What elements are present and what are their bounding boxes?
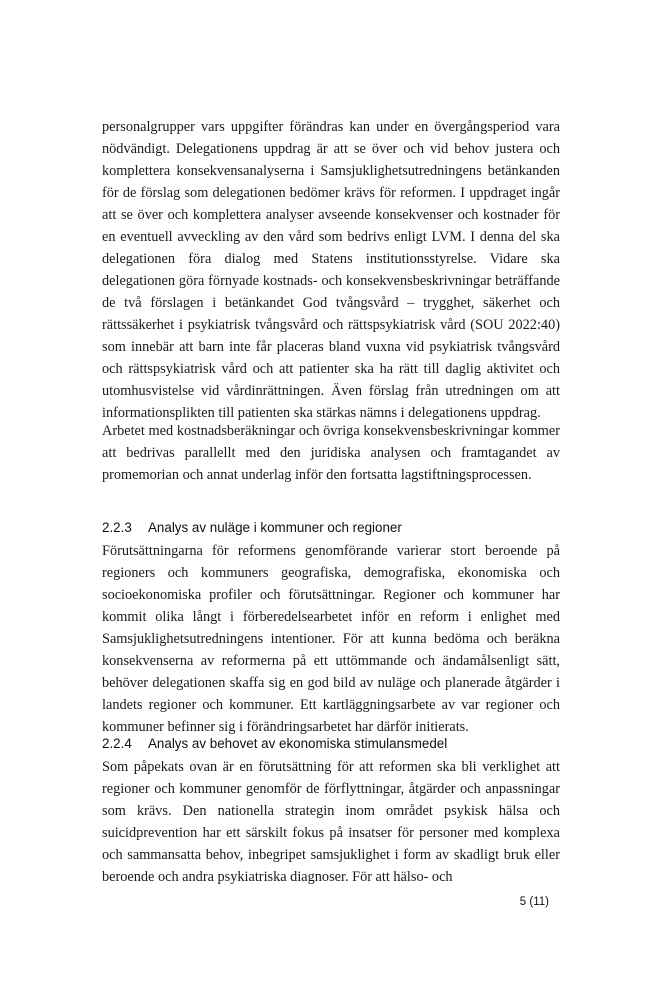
body-paragraph: personalgrupper vars uppgifter förändras kan under en övergångsperiod vara nödvändigt. Delegationens uppdrag är att se över och vid behov justera och komplettera konsekvensanalyserna i Samsjuklighetsutredningens betänkanden för de förslag som delegationen bedömer krävs för reformen. I uppdraget ingår att se över och komplettera analyser avseende konsekvenser och kostnader för en eventuell avveckling av den vård som bedrivs enligt LVM. I denna del ska delegationen föra dialog med Statens institutionsstyrelse. Vidare ska delegationen göra förnyade kostnads- och konsekvensbeskrivningar beträffande de två förslagen i betänkandet God tvångsvård – trygghet, säkerhet och rättssäkerhet i psykiatrisk tvångsvård och rättspsykiatrisk vård (SOU 2022:40) som innebär att barn inte får placeras bland vuxna vid psykiatrisk tvångsvård och rättspsykiatrisk vård och att patienter ska ha rätt till daglig aktivitet och utomhusvistelse vid vårdinrättningen. Även förslag från utredningen om att informationsplikten till patienten ska stärkas nämns i delegationens uppdrag.: [102, 119, 560, 421]
body-paragraph: Arbetet med kostnadsberäkningar och övriga konsekvensbeskrivningar kommer att bedrivas parallellt med den juridiska analysen och framtagandet av promemorian och annat underlag inför den fortsatta lagstiftningsprocessen.: [102, 423, 560, 483]
section-heading: [102, 734, 560, 754]
page-number: 5 (11): [519, 896, 549, 908]
section-heading: [102, 518, 560, 538]
section-title: Analys av nuläge i kommuner och regioner: [148, 520, 402, 535]
body-paragraph: Förutsättningarna för reformens genomförande varierar stort beroende på regioners och kommuners geografiska, demografiska, ekonomiska och socioekonomiska profiler och förutsättningar. Regioner och kommuner har kommit olika långt i förberedelsearbetet inför en reform i enlighet med Samsjuklighetsutredningens intentioner. För att kunna bedöma och beräkna konsekvenserna av reformerna på ett uttömmande och ändamålsenligt sätt, behöver delegationen skaffa sig en god bild av nuläge och planerade åtgärder i landets regioner och kommuner. Ett kartläggningsarbete av var regioner och kommuner befinner sig i förändringsarbetet har därför initierats.: [102, 543, 560, 735]
section-number: 2.2.3: [102, 520, 132, 535]
section-number: 2.2.4: [102, 736, 132, 751]
section-title: Analys av behovet av ekonomiska stimulansmedel: [148, 736, 448, 751]
body-paragraph: Som påpekats ovan är en förutsättning för att reformen ska bli verklighet att regioner och kommuner genomför de förflyttningar, åtgärder och anpassningar som krävs. Den nationella strategin inom området psykisk hälsa och suicidprevention har ett särskilt fokus på insatser för personer med komplexa och sammansatta behov, inbegripet samsjuklighet i form av skadligt bruk eller beroende och andra psykiatriska diagnoser. För att hälso- och: [102, 759, 560, 885]
